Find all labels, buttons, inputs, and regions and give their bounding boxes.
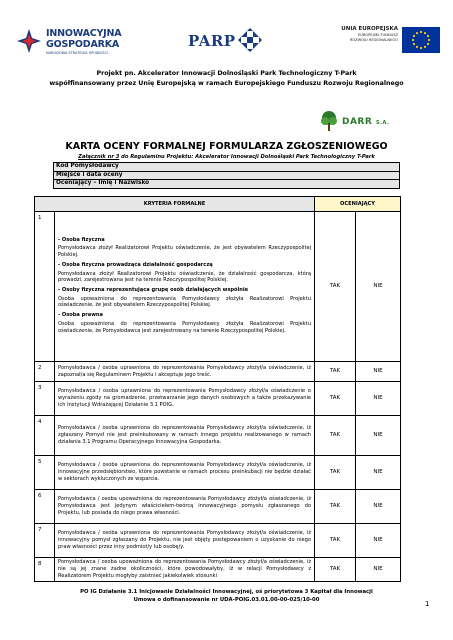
ig-line1: INNOWACYJNA: [46, 28, 122, 39]
darr-text: DARR S.A.: [342, 117, 390, 127]
criteria-number: 6: [35, 490, 55, 524]
nie-option[interactable]: NIE: [356, 416, 401, 456]
parp-text: PARP: [188, 32, 236, 50]
info-label: Oceniający – Imię i Nazwisko: [54, 180, 400, 189]
criteria-subtext: Pomysłodawca złożył Realizatorowi Projektu oświadczenie, że działalność gospodarcza, którą prowadzi, zarejestrowana jest na terenie Rzeczypospolitej Polskiej.: [58, 270, 311, 284]
criteria-text: Pomysłodawca / osoba uprawniona do reprezentowania Pomysłodawcy złożył/a oświadczenie, iż zgłaszany Pomysł nie jest preinkubowany w ramach innego projektu realizowanego w ramach działania 3.1 Programu Operacyjnego Innowacyjna Gospodarka.: [55, 416, 315, 456]
nie-option[interactable]: NIE: [356, 456, 401, 490]
eu-line2: EUROPEJSKI FUNDUSZ: [357, 33, 398, 37]
criteria-number: 2: [35, 362, 55, 382]
ig-star-icon: [16, 28, 42, 54]
attachment-note: Załącznik nr 3 do Regulaminu Projektu: Akcelerator Innowacji Dolnośląski Park Technologiczny T-Park: [78, 154, 375, 160]
nie-option[interactable]: NIE: [356, 212, 401, 362]
tak-option[interactable]: TAK: [315, 416, 356, 456]
info-row: [54, 171, 400, 180]
criteria-subtitle: - Osoba fizyczna prowadząca działalność gospodarczą: [58, 261, 213, 268]
criteria-number: 5: [35, 456, 55, 490]
criteria-subtitle: - Osoby fizyczna reprezentująca grupę osób działających wspólnie: [58, 287, 249, 293]
criteria-table: [34, 196, 401, 582]
darr-logo: [318, 110, 388, 132]
eu-line3: ROZWOJU REGIONALNEGO: [349, 38, 398, 43]
tak-option[interactable]: TAK: [315, 212, 356, 362]
parp-diamond-icon: [238, 28, 262, 52]
criteria-subtitle: - Osoba fizyczna: [58, 236, 105, 243]
criteria-text: Pomysłodawca / osoba uprawniona do reprezentowania Pomysłodawcy złożył/a oświadczenie o wyrażeniu zgody na gromadzenie, przetwarzanie jego danych osobowych a także przekazywanie ich Instytucji Wdrażającej Działanie 3.1 POIG.: [55, 382, 315, 416]
nie-option[interactable]: NIE: [356, 524, 401, 558]
criteria-subtitle: - Osoba prawna: [58, 312, 103, 319]
footer-line1: PO IG Działanie 3.1 Inicjowanie Działalności Innowacyjnej, oś priorytetowa 3 Kapitał dla Innowacji: [80, 589, 373, 595]
criteria-text: Pomysłodawca / osoba upoważniona do reprezentowania Pomysłodawcy złożył/a oświadczenie, iż nie są jej znane żadne okoliczności, które powodowałyby, iż w relacji Pomysłodawcy z Realizatorem Projektu mogłyby zaistnieć jakiekolwiek stosunki: [55, 558, 315, 582]
nie-option[interactable]: NIE: [356, 382, 401, 416]
project-line2: współfinansowany przez Unię Europejską w ramach Europejskiego Funduszu Rozwoju Regionalnego: [49, 80, 404, 87]
info-row: [54, 180, 400, 189]
project-line1: Projekt pn. Akcelerator Innowacji Dolnośląski Park Technologiczny T-Park: [96, 70, 357, 77]
tak-option[interactable]: TAK: [315, 490, 356, 524]
info-table: [53, 162, 400, 189]
evaluator-header: OCENIAJĄCY: [315, 197, 401, 212]
tak-option[interactable]: TAK: [315, 362, 356, 382]
nie-option[interactable]: NIE: [356, 362, 401, 382]
document-title: KARTA OCENY FORMALNEJ FORMULARZA ZGŁOSZENIOWEGO: [65, 141, 388, 152]
project-info: [10, 69, 443, 89]
criteria-row: [35, 362, 401, 382]
tak-option[interactable]: TAK: [315, 382, 356, 416]
criteria-header: KRYTERIA FORMALNE: [35, 197, 315, 212]
criteria-text: [55, 212, 315, 362]
footer: [10, 588, 443, 604]
footer-line2: Umowa o dofinansowanie nr UDA-POIG.03.01.00-00-025/10-00: [133, 597, 320, 603]
criteria-header-row: [35, 197, 401, 212]
criteria-row: [35, 382, 401, 416]
page-number: 1: [425, 600, 430, 608]
criteria-text: Pomysłodawca / osoba uprawniona do reprezentowania Pomysłodawcy złożył/a oświadczenie, iż innowacyjne przedsiębiorstwo, które powstanie w ramach procesu preinkubacji nie będzie działać w sektorach wykluczonych ze wsparcia.: [55, 456, 315, 490]
criteria-text: Pomysłodawca / osoba upoważniona do reprezentowania Pomysłodawcy złożył/a oświadczenie, iż Pomysłodawca jest jedynym właścicielem-twórcą innowacyjnego pomysłu zgłaszanego do Projektu, lub posiada do niego prawa własności.: [55, 490, 315, 524]
ig-line2: GOSPODARKA: [46, 39, 120, 50]
eu-line1: UNIA EUROPEJSKA: [341, 26, 398, 32]
criteria-row: [35, 558, 401, 582]
criteria-subtext: Osoba upoważniona do reprezentowania Pomysłodawcy złożyła Realizatorowi Projektu oświadczenie, że jest obywatelem Rzeczypospolitej Polskiej.: [58, 295, 311, 309]
criteria-text: Pomysłodawca / osoba uprawniona do reprezentowania Pomysłodawcy złożył/a oświadczenie, iż zapoznał/a się Regulaminem Projektu i akceptuje jego treść.: [55, 362, 315, 382]
info-row: [54, 163, 400, 172]
info-label: Miejsce i data oceny: [54, 171, 400, 180]
nie-option[interactable]: NIE: [356, 490, 401, 524]
nie-option[interactable]: NIE: [356, 558, 401, 582]
tak-option[interactable]: TAK: [315, 456, 356, 490]
criteria-number: 7: [35, 524, 55, 558]
eu-flag-icon: [402, 27, 440, 53]
criteria-subtext: Osoba upoważniona do reprezentowania Pomysłodawcy złożyła Realizatorowi Projektu oświadczenie, że Pomysłodawca jest zarejestrowany na terenie Rzeczypospolitej Polskiej.: [58, 320, 311, 334]
criteria-number: 8: [35, 558, 55, 582]
info-label: Kod Pomysłodawcy: [54, 163, 400, 172]
innowacyjna-gospodarka-logo: [16, 28, 166, 62]
criteria-row: [35, 456, 401, 490]
darr-tree-icon: [318, 110, 340, 132]
tak-option[interactable]: TAK: [315, 558, 356, 582]
criteria-subtext: Pomysłodawca złożył Realizatorowi Projektu oświadczenie, że jest obywatelem Rzeczypospolitej Polskiej.: [58, 245, 311, 259]
criteria-number: 4: [35, 416, 55, 456]
eu-logo: [320, 26, 442, 66]
parp-logo: [188, 28, 268, 58]
criteria-number: 3: [35, 382, 55, 416]
criteria-row: [35, 490, 401, 524]
tak-option[interactable]: TAK: [315, 524, 356, 558]
ig-line3: NARODOWA STRATEGIA SPÓJNOŚCI: [46, 51, 108, 55]
criteria-text: Pomysłodawca / osoba uprawniona do reprezentowania Pomysłodawcy złożył/a oświadczenie, iż innowacyjny pomysł zgłaszany do Projektu, nie jest objęty postępowaniem o uzyskanie do niego praw własności przez inny podmiot/y lub osobę/y.: [55, 524, 315, 558]
header-logos: [14, 22, 444, 66]
criteria-row: [35, 212, 401, 362]
criteria-row: [35, 524, 401, 558]
criteria-row: [35, 416, 401, 456]
criteria-number: 1: [35, 212, 55, 362]
